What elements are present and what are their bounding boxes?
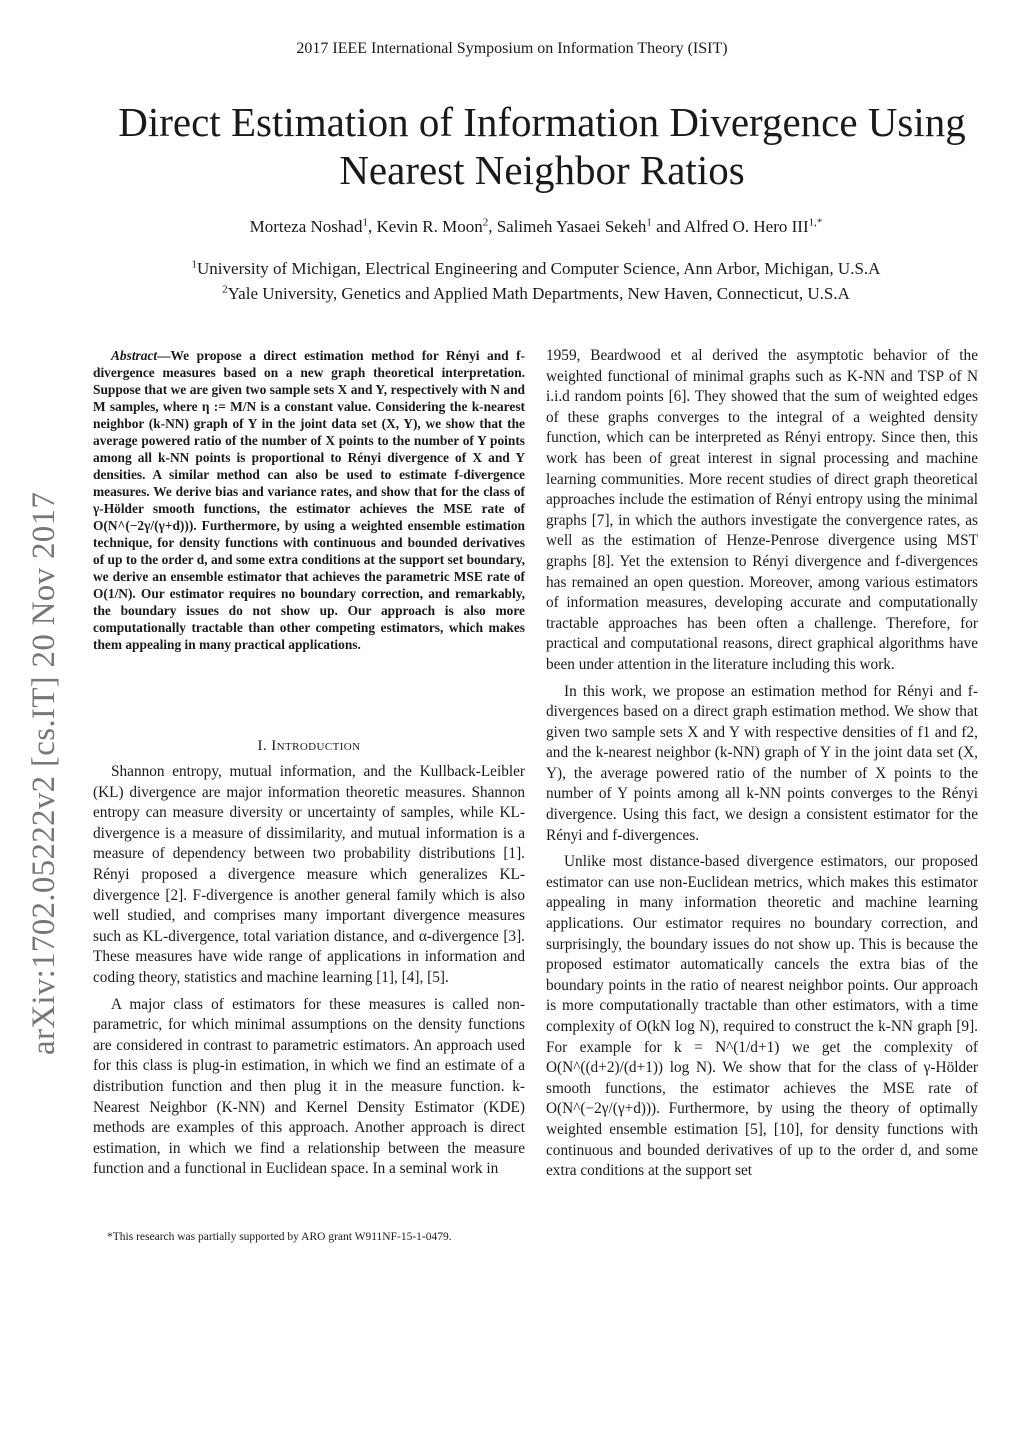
footnote: *This research was partially supported by ARO grant W911NF-15-1-0479. xyxy=(107,1231,452,1243)
section-heading: I. Introduction xyxy=(257,738,361,754)
author-1: Morteza Noshad xyxy=(249,217,363,236)
affiliation-2-text: Yale University, Genetics and Applied Math Departments, New Haven, Connecticut, U.S.A xyxy=(227,284,850,303)
author-3: , Salimeh Yasaei Sekeh xyxy=(488,217,647,236)
right-paragraph-3: Unlike most distance-based divergence estimators, our proposed estimator can use non-Euclidean metrics, which makes this estimator appealing in many information theoretic and machine learning applications. Our estimator requires no boundary correction, and surprisingly, the boundary issues do not show up. This is because the proposed estimator automatically cancels the extra bias of the boundary points in the ratio of nearest neighbor points. Our approach is more computationally tractable than other estimators, with a time complexity of O(kN log N), required to construct the k-NN graph [9]. For example for k = N^(1/d+1) we get the complexity of O(N^((d+2)/(d+1)) log N). We show that for the class of γ-Hölder smooth functions, the estimator achieves the MSE rate of O(N^(−2γ/(γ+d))). Furthermore, by using the theory of optimally weighted ensemble estimation [5], [10], for density functions with continuous and bounded derivatives of up to the order d, and some extra conditions at the support set xyxy=(546,853,978,1180)
affiliation-2-mark: 2 xyxy=(222,283,228,296)
arxiv-identifier: arXiv:1702.05222v2 [cs.IT] 20 Nov 2017 xyxy=(26,491,62,1055)
affiliation-2 xyxy=(0,284,1024,304)
author-1-mark: 1 xyxy=(362,216,368,229)
right-paragraph-1: 1959, Beardwood et al derived the asymptotic behavior of the weighted functional of minimal graphs such as K-NN and TSP of N i.i.d random points [6]. They showed that the sum of weighted edges of these graphs converges to the integral of a weighted density function, which can be interpreted as Rényi entropy. Since then, this work has been of great interest in signal processing and machine learning communities. More recent studies of direct graph theoretical approaches include the estimation of Rényi entropy using the minimal graphs [7], in which the authors investigate the convergence rates, as well as the estimation of Henze-Penrose divergence using MST graphs [8]. Yet the extension to Rényi divergence and f-divergences has remained an open question. Moreover, among various estimators of information measures, developing accurate and computationally tractable approaches has been often a challenge. Therefore, for practical and computational reasons, direct graphical algorithms have been under attention in the literature including this work. xyxy=(546,347,978,673)
affiliation-1 xyxy=(0,259,1024,279)
right-paragraph-2: In this work, we propose an estimation method for Rényi and f-divergences based on a direct graph estimation method. We show that given two sample sets X and Y with respective densities of f1 and f2, and the k-nearest neighbor (k-NN) graph of Y in the joint data set (X, Y), the average powered ratio of the number of X points to the number of Y points among all k-NN points converges to the Rényi divergence. Using this fact, we design a consistent estimator for the Rényi and f-divergences. xyxy=(546,682,978,844)
introduction-left-column xyxy=(93,762,525,1186)
abstract-label: Abstract xyxy=(111,348,158,363)
abstract-text: —We propose a direct estimation method for Rényi and f-divergence measures based on a new graph theoretical interpretation. Suppose that we are given two sample sets X and Y, respectively with N and M samples, where η := M/N is a constant value. Considering the k-nearest neighbor (k-NN) graph of Y in the joint data set (X, Y), we show that the average powered ratio of the number of X points to the number of Y points among all k-NN points is proportional to Rényi divergence of X and Y densities. A similar method can also be used to estimate f-divergence measures. We derive bias and variance rates, and show that for the class of γ-Hölder smooth functions, the estimator achieves the MSE rate of O(N^(−2γ/(γ+d))). Furthermore, by using a weighted ensemble estimation technique, for density functions with continuous and bounded derivatives of up to the order d, and some extra conditions at the support set boundary, we derive an ensemble estimator that achieves the parametric MSE rate of O(1/N). Our estimator requires no boundary correction, and remarkably, the boundary issues do not show up. Our approach is also more computationally tractable than other competing estimators, which makes them appealing in many practical applications. xyxy=(93,348,525,652)
title-line-2: Nearest Neighbor Ratios xyxy=(339,147,745,193)
author-4-mark: 1,* xyxy=(808,216,823,229)
affiliation-1-text: University of Michigan, Electrical Engineering and Computer Science, Ann Arbor, Michigan, U.S.A xyxy=(197,259,881,278)
author-list xyxy=(0,217,1024,237)
abstract xyxy=(93,347,525,653)
right-column xyxy=(546,346,978,1188)
title-line-1: Direct Estimation of Information Divergence Using xyxy=(118,99,966,145)
author-3-mark: 1 xyxy=(646,216,652,229)
intro-paragraph-1: Shannon entropy, mutual information, and the Kullback-Leibler (KL) divergence are major information theoretic measures. Shannon entropy can measure diversity or uncertainty of samples, while KL-divergence is a measure of dissimilarity, and mutual information is a measure of dependency between two probability distributions [1]. Rényi proposed a divergence measure which generalizes KL-divergence [2]. F-divergence is another general family which is also well studied, and comprises many important divergence measures such as KL-divergence, total variation distance, and α-divergence [3]. These measures have wide range of applications in information and coding theory, statistics and machine learning [1], [4], [5]. xyxy=(93,763,525,986)
author-2-mark: 2 xyxy=(482,216,489,229)
intro-paragraph-2: A major class of estimators for these measures is called non-parametric, for which minimal assumptions on the density functions are considered in contrast to parametric estimators. An approach used for this class is plug-in estimation, in which we find an estimate of a distribution function and then plug it in the measure function. k-Nearest Neighbor (K-NN) and Kernel Density Estimator (KDE) methods are examples of this approach. Another approach is direct estimation, in which we find a relationship between the measure function and a functional in Euclidean space. In a seminal work in xyxy=(93,995,525,1178)
author-2: , Kevin R. Moon xyxy=(367,217,483,236)
paper-title xyxy=(60,98,1024,194)
affiliation-1-mark: 1 xyxy=(191,258,198,271)
conference-header: 2017 IEEE International Symposium on Information Theory (ISIT) xyxy=(296,40,728,57)
author-4: and Alfred O. Hero III xyxy=(651,217,809,236)
